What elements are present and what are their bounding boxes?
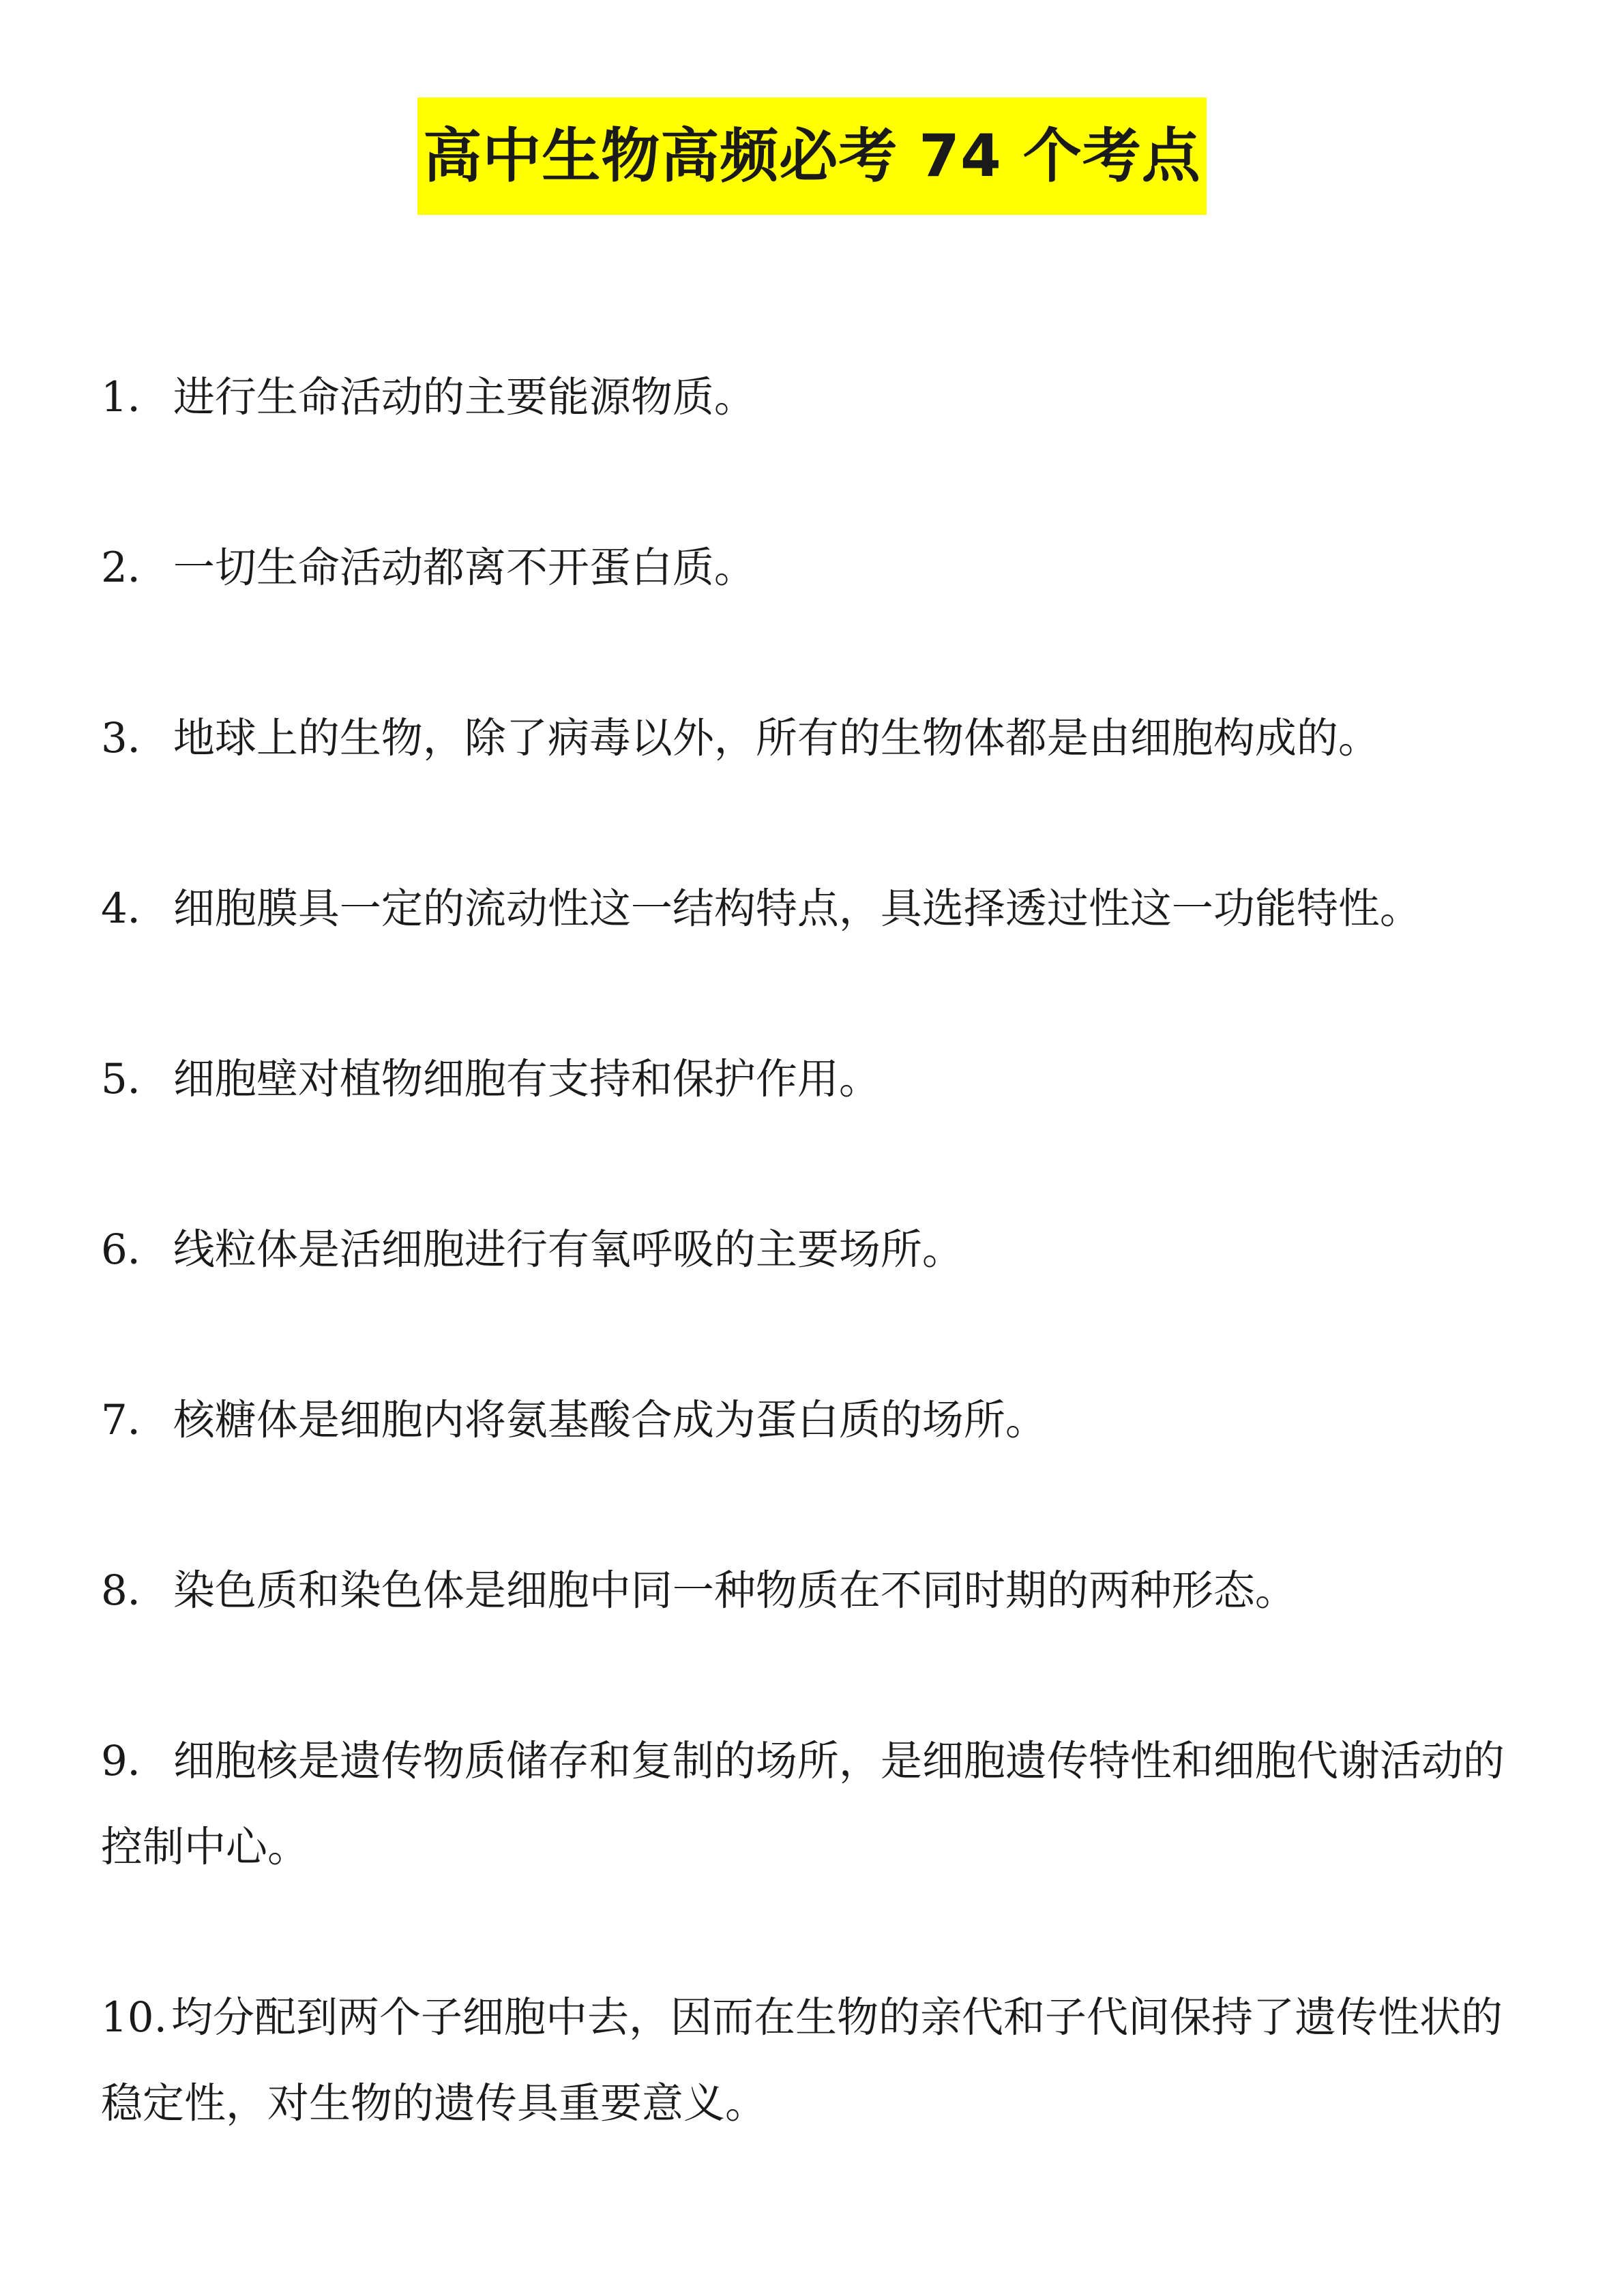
item-number: 6． xyxy=(101,1225,169,1274)
item-text: 细胞膜具一定的流动性这一结构特点，具选择透过性这一功能特性。 xyxy=(173,884,1421,933)
item-text: 细胞壁对植物细胞有支持和保护作用。 xyxy=(173,1055,881,1103)
list-item xyxy=(101,1207,1533,1293)
key-points-list xyxy=(101,355,1533,2231)
item-text: 均分配到两个子细胞中去，因而在生物的亲代和子代间保持了遗传性状的稳定性，对生物的遗传具重要意义。 xyxy=(101,1993,1503,2128)
item-text: 地球上的生物，除了病毒以外，所有的生物体都是由细胞构成的。 xyxy=(173,714,1380,762)
list-item xyxy=(101,525,1533,611)
item-text: 细胞核是遗传物质储存和复制的场所，是细胞遗传特性和细胞代谢活动的控制中心。 xyxy=(101,1737,1505,1871)
item-number: 9． xyxy=(101,1737,169,1785)
item-text: 线粒体是活细胞进行有氧呼吸的主要场所。 xyxy=(173,1225,964,1274)
list-item xyxy=(101,1718,1533,1890)
item-number: 7． xyxy=(101,1396,169,1444)
item-text: 染色质和染色体是细胞中同一种物质在不同时期的两种形态。 xyxy=(173,1566,1297,1615)
list-item xyxy=(101,866,1533,952)
item-number: 10. xyxy=(101,1993,168,2042)
item-number: 1． xyxy=(101,373,169,421)
list-item xyxy=(101,1975,1533,2147)
list-item xyxy=(101,355,1533,441)
item-text: 一切生命活动都离不开蛋白质。 xyxy=(173,543,756,592)
item-text: 进行生命活动的主要能源物质。 xyxy=(173,373,756,421)
list-item xyxy=(101,696,1533,781)
list-item xyxy=(101,1377,1533,1463)
list-item xyxy=(101,1037,1533,1122)
item-number: 5． xyxy=(101,1055,169,1103)
item-number: 4． xyxy=(101,884,169,933)
item-number: 3． xyxy=(101,714,169,762)
item-number: 8． xyxy=(101,1566,169,1615)
title-container xyxy=(0,98,1624,215)
item-number: 2． xyxy=(101,543,169,592)
page-title: 高中生物高频必考 74 个考点 xyxy=(417,98,1207,215)
item-text: 核糖体是细胞内将氨基酸合成为蛋白质的场所。 xyxy=(173,1396,1047,1444)
list-item xyxy=(101,1548,1533,1634)
